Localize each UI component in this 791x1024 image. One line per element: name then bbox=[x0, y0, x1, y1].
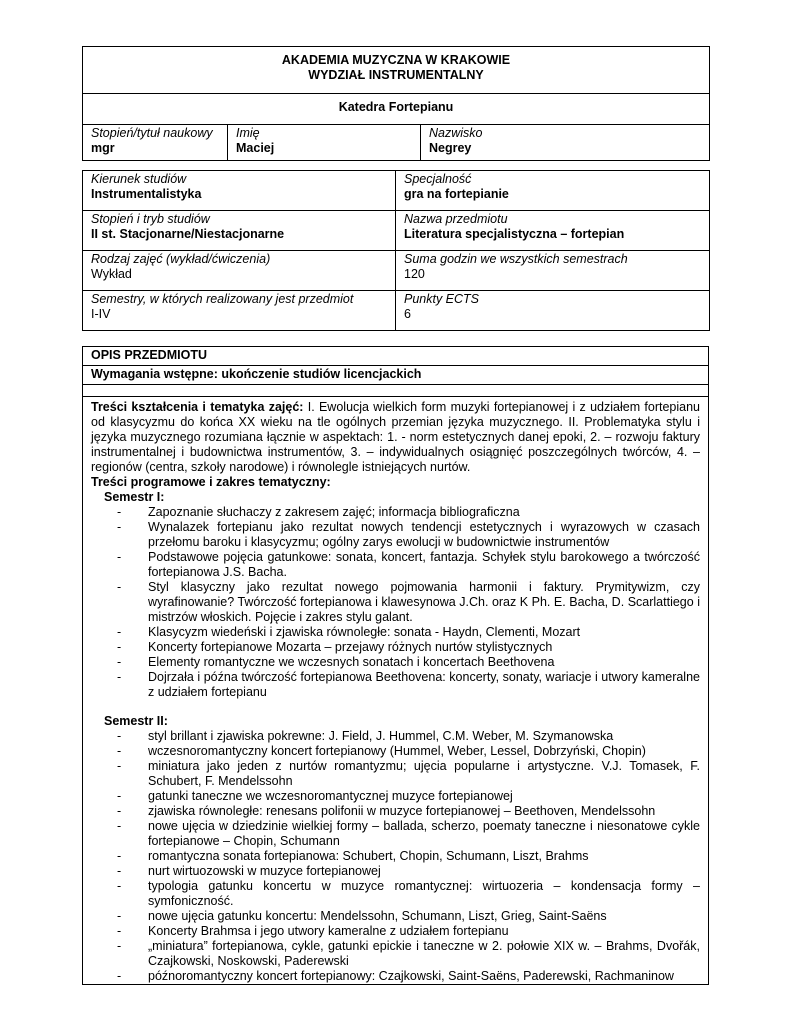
field-cell bbox=[83, 171, 396, 211]
list-item: - styl brillant i zjawiska pokrewne: J. Field, J. Hummel, C.M. Weber, M. Szymanowska bbox=[117, 729, 614, 743]
degree-value: mgr bbox=[91, 141, 115, 155]
ects-label: Punkty ECTS bbox=[404, 292, 480, 306]
firstname-label: Imię bbox=[236, 126, 260, 140]
list-item: - wczesnoromantyczny koncert fortepianowy (Hummel, Weber, Lessel, Dobrzyński, Chopin) bbox=[117, 744, 646, 758]
semester-1-title: Semestr I: bbox=[104, 490, 165, 504]
list-item: - nurt wirtuozowski w muzyce fortepianowej bbox=[117, 864, 381, 878]
semester-1-list bbox=[91, 505, 700, 700]
list-item: - Klasycyzm wiedeński i zjawiska równoległe: sonata - Haydn, Clementi, Mozart bbox=[117, 625, 581, 639]
academy-name: AKADEMIA MUZYCZNA W KRAKOWIE bbox=[281, 53, 511, 67]
section-gap bbox=[91, 700, 700, 714]
level-label: Stopień i tryb studiów bbox=[91, 212, 210, 226]
list-item: - gatunki taneczne we wczesnoromantycznej muzyce fortepianowej bbox=[117, 789, 513, 803]
academy-cell bbox=[83, 47, 710, 94]
requirements-cell bbox=[83, 366, 709, 385]
header-table bbox=[82, 46, 710, 161]
type-value: Wykład bbox=[91, 267, 132, 281]
semesters-cell bbox=[83, 291, 396, 331]
list-item: - Zapoznanie słuchaczy z zakresem zajęć; informacja bibliograficzna bbox=[117, 505, 520, 519]
info-table bbox=[82, 170, 710, 331]
degree-label: Stopień/tytuł naukowy bbox=[91, 126, 213, 140]
type-cell bbox=[83, 251, 396, 291]
hours-label: Suma godzin we wszystkich semestrach bbox=[404, 252, 628, 266]
specialty-value: gra na fortepianie bbox=[404, 187, 509, 201]
subject-label: Nazwa przedmiotu bbox=[404, 212, 508, 226]
hours-value: 120 bbox=[404, 267, 425, 281]
list-item: - nowe ujęcia w dziedzinie wielkiej formy – ballada, scherzo, poematy taneczne i niesonatowe cykle fortepianowe – Chopin, Schumann bbox=[117, 819, 700, 848]
semesters-value: I-IV bbox=[91, 307, 111, 321]
description-title: OPIS PRZEDMIOTU bbox=[91, 348, 207, 362]
lastname-label: Nazwisko bbox=[429, 126, 483, 140]
subject-cell bbox=[396, 211, 710, 251]
description-table bbox=[82, 346, 709, 985]
program-heading: Treści programowe i zakres tematyczny: bbox=[91, 475, 331, 489]
spacer-row bbox=[83, 385, 709, 397]
degree-cell bbox=[83, 125, 228, 161]
field-label: Kierunek studiów bbox=[91, 172, 187, 186]
specialty-label: Specjalność bbox=[404, 172, 472, 186]
list-item: - Podstawowe pojęcia gatunkowe: sonata, koncert, fantazja. Schyłek stylu barokowego a twórczość fortepianowa J.S. Bacha. bbox=[117, 550, 700, 579]
semester-2-list bbox=[91, 729, 700, 984]
ects-value: 6 bbox=[404, 307, 411, 321]
list-item: - romantyczna sonata fortepianowa: Schubert, Chopin, Schumann, Liszt, Brahms bbox=[117, 849, 589, 863]
content-paragraph bbox=[91, 400, 700, 475]
content-heading: Treści kształcenia i tematyka zajęć: bbox=[91, 400, 304, 414]
type-label: Rodzaj zajęć (wykład/ćwiczenia) bbox=[91, 252, 271, 266]
list-item: - Koncerty Brahmsa i jego utwory kameralne z udziałem fortepianu bbox=[117, 924, 509, 938]
list-item: - Koncerty fortepianowe Mozarta – przejawy różnych nurtów stylistycznych bbox=[117, 640, 553, 654]
lastname-value: Negrey bbox=[429, 141, 472, 155]
list-item: - „miniatura” fortepianowa, cykle, gatunki epickie i taneczne w 2. połowie XIX w. – Brahms, Dvořák, Czajkowski, Noskowski, Paderewski bbox=[117, 939, 700, 968]
list-item: - zjawiska równoległe: renesans polifonii w muzyce fortepianowej – Beethoven, Mendelssohn bbox=[117, 804, 656, 818]
level-value: II st. Stacjonarne/Niestacjonarne bbox=[91, 227, 285, 241]
list-item: - nowe ujęcia gatunku koncertu: Mendelssohn, Schumann, Liszt, Grieg, Saint-Saëns bbox=[117, 909, 607, 923]
semesters-label: Semestry, w których realizowany jest przedmiot bbox=[91, 292, 354, 306]
description-title-cell bbox=[83, 347, 709, 366]
list-item: - Dojrzała i późna twórczość fortepianowa Beethovena: koncerty, sonaty, wariacje i utwory kameralne z udziałem fortepianu bbox=[117, 670, 700, 699]
firstname-cell bbox=[228, 125, 421, 161]
content-text: I. Ewolucja wielkich form muzyki fortepianowej i z udziałem fortepianu od klasycyzmu do końca XX wieku na tle ogólnych przemian języka muzycznego. II. Problematyka stylu i języka muzycznego rozumiana łącznie w aspektach: 1. - norm estetycznych danej epoki, 2. – rozwoju faktury instrumentalnej i budownictwa instrumentów, 3. – indywidualnych osiągnięć poszczególnych twórców, 4. – regionów (centra, szkoły narodowe) i równolegle istniejących nurtów. bbox=[91, 400, 700, 474]
firstname-value: Maciej bbox=[236, 141, 275, 155]
list-item: - Styl klasyczny jako rezultat nowego pojmowania harmonii i faktury. Prymitywizm, czy wyrafinowanie? Twórczość fortepianowa i klawesynowa J.Ch. oraz K Ph. E. Bacha, D. Scarlattiego i mistrzów włoskich. Pojęcie i zakres stylu galant. bbox=[117, 580, 700, 624]
list-item: - Elementy romantyczne we wczesnych sonatach i koncertach Beethovena bbox=[117, 655, 555, 669]
lastname-cell bbox=[421, 125, 710, 161]
list-item: - późnoromantyczny koncert fortepianowy: Czajkowski, Saint-Saëns, Paderewski, Rachmaninow bbox=[117, 969, 674, 983]
requirements-text: Wymagania wstępne: ukończenie studiów licencjackich bbox=[91, 367, 422, 381]
specialty-cell bbox=[396, 171, 710, 211]
ects-cell bbox=[396, 291, 710, 331]
hours-cell bbox=[396, 251, 710, 291]
semester-2-title: Semestr II: bbox=[104, 714, 168, 728]
faculty-name: WYDZIAŁ INSTRUMENTALNY bbox=[308, 68, 484, 82]
subject-value: Literatura specjalistyczna – fortepian bbox=[404, 227, 625, 241]
content-cell bbox=[83, 397, 709, 985]
field-value: Instrumentalistyka bbox=[91, 187, 202, 201]
department-name: Katedra Fortepianu bbox=[338, 100, 454, 114]
list-item: - Wynalazek fortepianu jako rezultat nowych tendencji estetycznych i wyrazowych w czasach przełomu baroku i klasycyzmu; ogólny zarys ewolucji w budownictwie instrumentów bbox=[117, 520, 700, 549]
list-item: - miniatura jako jeden z nurtów romantyzmu; ujęcia popularne i artystyczne. V.J. Tomasek, F. Schubert, F. Mendelssohn bbox=[117, 759, 700, 788]
level-cell bbox=[83, 211, 396, 251]
department-cell bbox=[83, 94, 710, 125]
list-item: - typologia gatunku koncertu w muzyce romantycznej: wirtuozeria – kondensacja formy – symfoniczność. bbox=[117, 879, 700, 908]
